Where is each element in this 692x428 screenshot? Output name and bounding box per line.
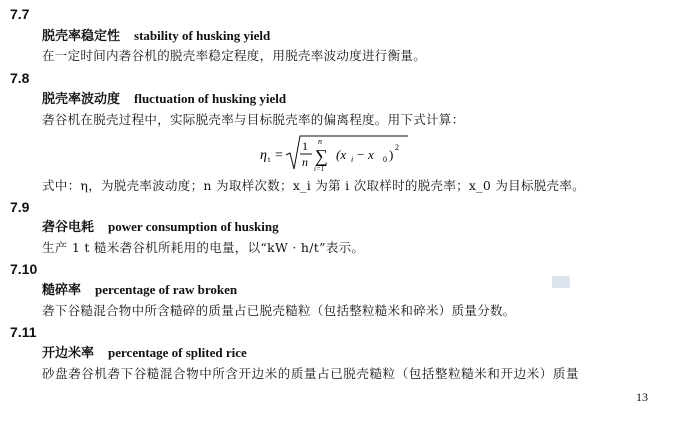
sum-lower: i=1 xyxy=(314,165,325,173)
section-number: 7.9 xyxy=(10,199,30,215)
term-heading xyxy=(42,282,237,299)
term-definition: 砻下谷糙混合物中所含糙碎的质量占已脱壳糙粒（包括整粒糙米和碎米）质量分数。 xyxy=(42,303,516,318)
scan-artifact xyxy=(552,276,570,288)
term-en: percentage of raw broken xyxy=(95,282,238,297)
formula xyxy=(258,133,418,173)
page-number: 13 xyxy=(636,390,648,404)
sum-upper: n xyxy=(318,137,322,146)
section-number: 7.8 xyxy=(10,70,30,86)
formula-term-sub: i xyxy=(351,155,354,164)
term-zh: 脱壳率波动度 xyxy=(42,92,121,107)
term-heading xyxy=(42,219,279,236)
term-zh: 糙碎率 xyxy=(42,283,82,298)
term-zh: 开边米率 xyxy=(42,346,95,361)
sum-sign: ∑ xyxy=(315,146,328,166)
section-number: 7.7 xyxy=(10,6,30,22)
formula-term: (x xyxy=(336,147,347,162)
formula-close: ) xyxy=(389,147,394,162)
term-heading xyxy=(42,28,270,45)
formula-where: 式中：η，为脱壳率波动度；n 为取样次数；x_i 为第 i 次取样时的脱壳率；x_0 为目标脱壳率。 xyxy=(42,178,585,193)
term-definition: 砂盘砻谷机砻下谷糙混合物中所含开边米的质量占已脱壳糙粒（包括整粒糙米和开边米）质量 xyxy=(42,366,580,381)
formula-power: 2 xyxy=(395,143,399,152)
term-en: percentage of splited rice xyxy=(108,345,247,360)
formula-lhs-sub: t xyxy=(268,155,271,164)
term-definition: 生产 1 t 糙米砻谷机所耗用的电量，以“kW · h/t”表示。 xyxy=(42,240,365,255)
section-number: 7.10 xyxy=(10,261,38,277)
term-zh: 砻谷电耗 xyxy=(42,220,95,235)
term-en: stability of husking yield xyxy=(134,28,271,43)
term-heading xyxy=(42,91,286,108)
formula-minus: − x xyxy=(356,147,374,162)
formula-eq: = xyxy=(275,148,283,163)
section-number: 7.11 xyxy=(10,324,37,340)
term-definition: 砻谷机在脱壳过程中，实际脱壳率与目标脱壳率的偏离程度。用下式计算： xyxy=(42,112,465,127)
term-zh: 脱壳率稳定性 xyxy=(42,29,121,44)
term-definition: 在一定时间内砻谷机的脱壳率稳定程度，用脱壳率波动度进行衡量。 xyxy=(42,48,427,63)
formula-lhs: η xyxy=(260,148,267,163)
term-en: fluctuation of husking yield xyxy=(134,91,287,106)
fraction-denominator: n xyxy=(302,155,308,169)
term-en: power consumption of husking xyxy=(108,219,279,234)
formula-x0-sub: 0 xyxy=(383,155,387,164)
fraction-numerator: 1 xyxy=(302,139,308,153)
term-heading xyxy=(42,345,247,362)
